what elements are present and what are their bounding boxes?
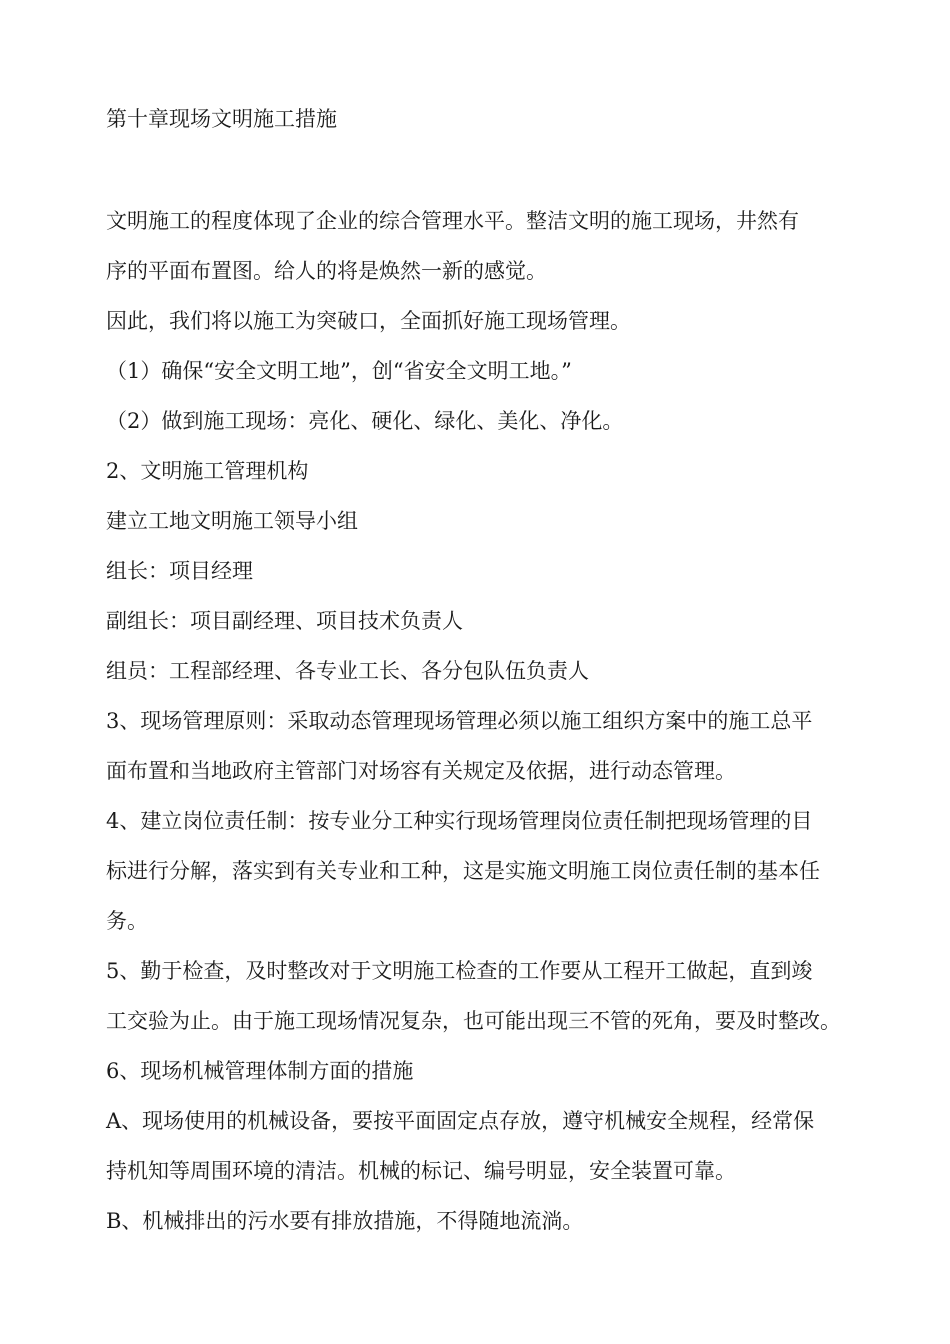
text-line: （1）确保“安全文明工地”，创“省安全文明工地。”	[106, 359, 572, 383]
text-line: B、机械排出的污水要有排放措施，不得随地流淌。	[106, 1209, 584, 1233]
text-line: 因此，我们将以施工为突破口，全面抓好施工现场管理。	[106, 309, 631, 333]
text-line: 持机知等周围环境的清洁。机械的标记、编号明显，安全装置可靠。	[106, 1159, 736, 1183]
text-line: 组员：工程部经理、各专业工长、各分包队伍负责人	[106, 659, 589, 683]
section-heading: 5、勤于检查，及时整改对于文明施工检查的工作要从工程开工做起，直到竣	[106, 959, 813, 983]
text-line: 副组长：项目副经理、项目技术负责人	[106, 609, 463, 633]
text-line: 标进行分解，落实到有关专业和工种，这是实施文明施工岗位责任制的基本任	[106, 859, 820, 883]
text-line: 面布置和当地政府主管部门对场容有关规定及依据，进行动态管理。	[106, 759, 736, 783]
text-line: 序的平面布置图。给人的将是焕然一新的感觉。	[106, 259, 547, 283]
text-line: 工交验为止。由于施工现场情况复杂，也可能出现三不管的死角，要及时整改。	[106, 1009, 841, 1033]
text-line: 文明施工的程度体现了企业的综合管理水平。整洁文明的施工现场，井然有	[106, 209, 799, 233]
text-line: 建立工地文明施工领导小组	[106, 509, 358, 533]
body-text	[106, 196, 896, 1246]
section-heading: 4、建立岗位责任制：按专业分工种实行现场管理岗位责任制把现场管理的目	[106, 809, 813, 833]
chapter-title: 第十章现场文明施工措施	[106, 107, 337, 131]
text-line: 务。	[106, 909, 148, 933]
section-heading: 2、文明施工管理机构	[106, 459, 309, 483]
text-line: 组长：项目经理	[106, 559, 253, 583]
section-heading: 6、现场机械管理体制方面的措施	[106, 1059, 414, 1083]
text-line: （2）做到施工现场：亮化、硬化、绿化、美化、净化。	[106, 409, 624, 433]
text-line: A、现场使用的机械设备，要按平面固定点存放，遵守机械安全规程，经常保	[106, 1109, 815, 1133]
section-heading: 3、现场管理原则：采取动态管理现场管理必须以施工组织方案中的施工总平	[106, 709, 813, 733]
